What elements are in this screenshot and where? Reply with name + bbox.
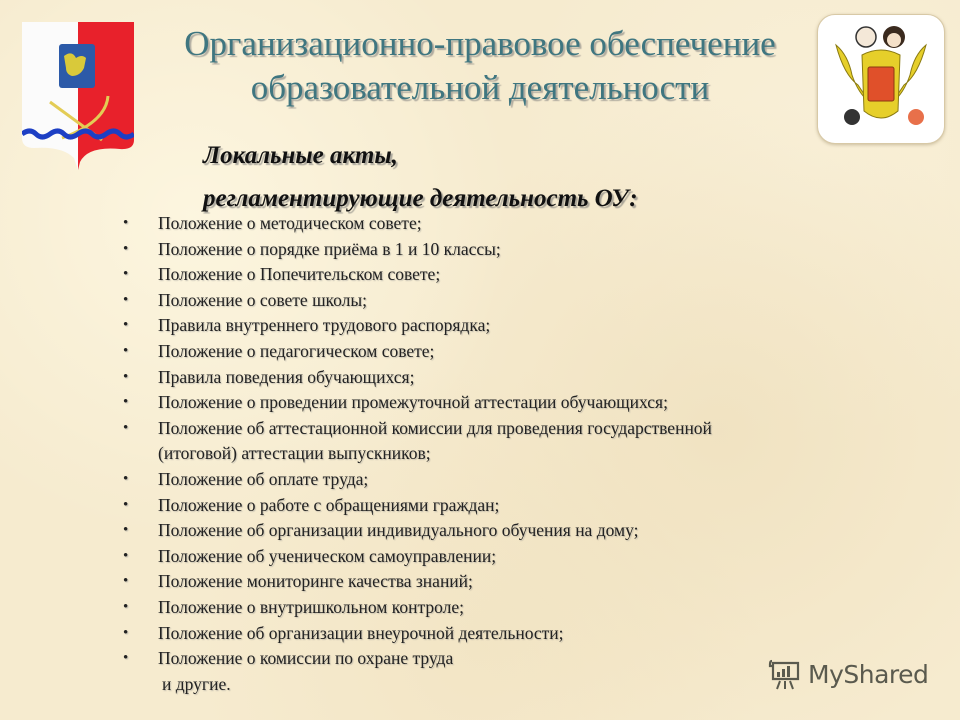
watermark-text: MyShared <box>808 659 929 689</box>
list-item: • Положение о работе с обращениями граждан; <box>120 493 850 519</box>
subtitle-line-2: регламентирующие деятельность ОУ: <box>203 185 638 212</box>
list-item: • Положение об организации индивидуального обучения на дому; <box>120 518 850 544</box>
school-emblem <box>817 14 945 144</box>
list-item: • Положение об аттестационной комиссии для проведения государственной <box>120 416 850 442</box>
list-item: • Правила поведения обучающихся; <box>120 365 850 391</box>
list-item: • Положение о внутришкольном контроле; <box>120 595 850 621</box>
bullet-icon: • <box>123 522 129 539</box>
section-subtitle <box>203 134 638 220</box>
bullet-icon: • <box>123 573 129 590</box>
title-line-1: Организационно-правовое обеспечение <box>184 24 776 63</box>
list-item: • Положение о педагогическом совете; <box>120 339 850 365</box>
bullet-icon: • <box>123 496 129 513</box>
bullet-icon: • <box>123 650 129 667</box>
list-item: • Положение о комиссии по охране труда <box>120 646 850 672</box>
bullet-icon: • <box>123 547 129 564</box>
list-item-continuation: (итоговой) аттестации выпускников; <box>158 443 431 464</box>
list-item: • Положение о Попечительском совете; <box>120 262 850 288</box>
bullet-icon: • <box>123 624 129 641</box>
presentation-board-icon <box>768 657 802 691</box>
list-item: • Положение о совете школы; <box>120 288 850 314</box>
myshared-watermark <box>768 656 928 692</box>
bullet-icon: • <box>123 419 129 436</box>
list-item: • Положение о порядке приёма в 1 и 10 классы; <box>120 237 850 263</box>
list-closing: и другие. <box>162 673 231 694</box>
bullet-icon: • <box>123 342 129 359</box>
list-item: • Положение об оплате труда; <box>120 467 850 493</box>
bullet-icon: • <box>123 291 129 308</box>
local-acts-list <box>120 211 850 697</box>
page-title <box>150 22 810 110</box>
list-item: • Правила внутреннего трудового распорядка; <box>120 313 850 339</box>
bullet-icon: • <box>123 266 129 283</box>
list-item: • Положение о проведении промежуточной аттестации обучающихся; <box>120 390 850 416</box>
subtitle-line-1: Локальные акты, <box>203 142 398 169</box>
school-emblem-icon <box>818 15 944 143</box>
bullet-icon: • <box>123 394 129 411</box>
coat-of-arms-icon <box>22 22 134 170</box>
bullet-icon: • <box>123 240 129 257</box>
bullet-icon: • <box>123 317 129 334</box>
title-line-2: образовательной деятельности <box>250 68 710 107</box>
list-item: • Положение об организации внеурочной деятельности; <box>120 621 850 647</box>
list-item: • Положение об ученическом самоуправлении; <box>120 544 850 570</box>
bullet-icon: • <box>123 215 129 231</box>
bullet-icon: • <box>123 470 129 487</box>
list-item: • Положение мониторинге качества знаний; <box>120 569 850 595</box>
bullet-icon: • <box>123 598 129 615</box>
list-item: • Положение о методическом совете; <box>120 211 850 237</box>
bullet-icon: • <box>123 368 129 385</box>
